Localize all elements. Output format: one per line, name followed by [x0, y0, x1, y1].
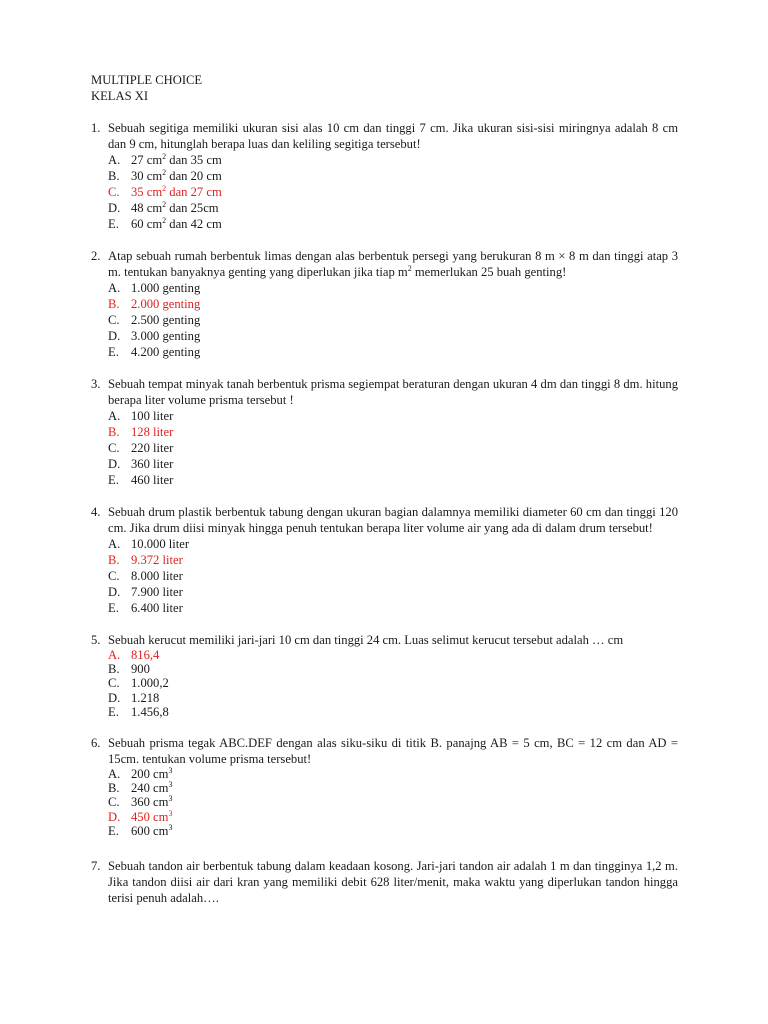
question-number: 5. — [91, 633, 101, 647]
option-letter: C. — [108, 569, 120, 583]
question-number: 6. — [91, 735, 101, 750]
option-letter: E. — [108, 473, 119, 487]
option-a-correct — [108, 648, 678, 662]
option-letter: B. — [108, 553, 120, 567]
question-text: Atap sebuah rumah berbentuk limas dengan alas berbentuk persegi yang berukuran 8 m × 8 m dan tinggi atap 3 m. tentukan banyaknya genting yang diperlukan jika tiap $m^2$ memerlukan 25 buah genting! — [108, 249, 678, 279]
answer-options — [108, 648, 678, 719]
option-e — [108, 344, 678, 360]
option-d — [108, 691, 678, 705]
question-text: Sebuah drum plastik berbentuk tabung dengan ukuran bagian dalamnya memiliki diameter 60 cm dan tinggi 120 cm. Jika drum diisi minyak hingga penuh tentukan berapa liter volume air yang ada di dalam drum tersebut! — [108, 505, 678, 535]
question-7 — [91, 854, 678, 906]
option-a — [108, 536, 678, 552]
question-1 — [91, 120, 678, 232]
option-text: 6.400 liter — [131, 601, 183, 615]
option-letter: A. — [108, 648, 121, 662]
option-c — [108, 795, 678, 809]
option-text: 35 $cm^2$ dan 27 cm — [131, 184, 222, 199]
option-text: 30 $cm^2$ dan 20 cm — [131, 168, 222, 183]
option-text: 2.000 genting — [131, 297, 201, 311]
document-header — [91, 72, 202, 104]
option-letter: A. — [108, 281, 121, 295]
question-3 — [91, 376, 678, 488]
option-text: 7.900 liter — [131, 585, 183, 599]
option-letter: B. — [108, 662, 120, 677]
option-letter: E. — [108, 345, 119, 359]
option-letter: C. — [108, 441, 120, 455]
option-text: 27 $cm^2$ dan 35 cm — [131, 152, 222, 167]
option-text: 1.000,2 — [131, 676, 169, 691]
question-5 — [91, 632, 678, 719]
answer-options — [108, 536, 678, 616]
option-letter: D. — [108, 201, 121, 215]
option-b — [108, 168, 678, 184]
option-c — [108, 676, 678, 690]
option-text: 360 $cm^3$ — [131, 794, 173, 810]
option-text: 9.372 liter — [131, 553, 183, 567]
option-letter: D. — [108, 329, 121, 343]
answer-options — [108, 152, 678, 232]
option-letter: B. — [108, 425, 120, 439]
option-e — [108, 705, 678, 719]
option-text: 8.000 liter — [131, 569, 183, 583]
option-letter: A. — [108, 537, 121, 551]
option-text: 460 liter — [131, 473, 174, 487]
question-number: 7. — [91, 858, 101, 873]
option-text: 2.500 genting — [131, 313, 201, 327]
question-number: 2. — [91, 249, 101, 263]
option-letter: A. — [108, 766, 121, 781]
option-text: 10.000 liter — [131, 537, 190, 551]
option-text: 60 $cm^2$ dan 42 cm — [131, 216, 222, 231]
option-letter: D. — [108, 809, 121, 824]
question-number: 1. — [91, 121, 101, 135]
option-a — [108, 408, 678, 424]
option-d — [108, 328, 678, 344]
option-d — [108, 456, 678, 472]
option-letter: B. — [108, 297, 120, 311]
question-number: 4. — [91, 505, 101, 519]
option-letter: B. — [108, 781, 120, 796]
option-d — [108, 584, 678, 600]
answer-options — [108, 767, 678, 838]
class-label: KELAS XI — [91, 89, 149, 103]
option-letter: C. — [108, 795, 120, 810]
option-e — [108, 600, 678, 616]
option-text: 48 $cm^2$ dan 25cm — [131, 200, 219, 215]
option-a — [108, 280, 678, 296]
question-text: Sebuah tandon air berbentuk tabung dalam keadaan kosong. Jari-jari tandon air adalah 1 m dan tingginya 1,2 m. Jika tandon diisi air dari kran yang memiliki debit 628 liter/menit, maka waktu yang diperlukan tandon hingga terisi penuh adalah…. — [108, 858, 678, 905]
question-2 — [91, 248, 678, 360]
question-text: Sebuah tempat minyak tanah berbentuk prisma segiempat beraturan dengan ukuran 4 dm dan tinggi 8 dm. hitung berapa liter volume prisma tersebut ! — [108, 377, 678, 407]
option-text: 200 $cm^3$ — [131, 765, 173, 781]
option-letter: B. — [108, 169, 120, 183]
option-b-correct — [108, 552, 678, 568]
option-text: 220 liter — [131, 441, 174, 455]
option-a — [108, 767, 678, 781]
option-text: 240 $cm^3$ — [131, 780, 173, 796]
question-number: 3. — [91, 377, 101, 391]
question-list — [91, 120, 678, 906]
option-text: 100 liter — [131, 409, 174, 423]
question-text: Sebuah prisma tegak ABC.DEF dengan alas siku-siku di titik B. panajng AB = 5 cm, BC = 12 cm dan AD = 15cm. tentukan volume prisma tersebut! — [108, 735, 678, 766]
option-b-correct — [108, 296, 678, 312]
option-text: 600 $cm^3$ — [131, 822, 173, 838]
option-text: 4.200 genting — [131, 345, 201, 359]
question-4 — [91, 504, 678, 616]
option-e — [108, 216, 678, 232]
option-letter: E. — [108, 217, 119, 231]
question-6 — [91, 735, 678, 838]
option-letter: E. — [108, 823, 119, 838]
answer-options — [108, 280, 678, 360]
option-a — [108, 152, 678, 168]
option-b-correct — [108, 424, 678, 440]
option-e — [108, 824, 678, 838]
option-text: 816,4 — [131, 648, 160, 662]
option-text: 128 liter — [131, 425, 174, 439]
option-e — [108, 472, 678, 488]
answer-options — [108, 408, 678, 488]
option-letter: C. — [108, 676, 120, 691]
option-b — [108, 781, 678, 795]
question-text: Sebuah segitiga memiliki ukuran sisi alas 10 cm dan tinggi 7 cm. Jika ukuran sisi-sisi miringnya adalah 8 cm dan 9 cm, hitunglah berapa luas dan keliling segitiga tersebut! — [108, 121, 678, 151]
option-text: 1.000 genting — [131, 281, 201, 295]
option-c-correct — [108, 184, 678, 200]
option-text: 1.456,8 — [131, 704, 169, 719]
option-letter: D. — [108, 690, 121, 705]
option-letter: D. — [108, 457, 121, 471]
option-text: 900 — [131, 662, 150, 677]
option-letter: E. — [108, 704, 119, 719]
option-c — [108, 568, 678, 584]
document-title: MULTIPLE CHOICE — [91, 73, 203, 87]
option-c — [108, 440, 678, 456]
option-text: 1.218 — [131, 690, 160, 705]
option-letter: A. — [108, 409, 121, 423]
option-d-correct — [108, 810, 678, 824]
option-b — [108, 662, 678, 676]
option-d — [108, 200, 678, 216]
option-letter: E. — [108, 601, 119, 615]
option-text: 3.000 genting — [131, 329, 201, 343]
option-letter: C. — [108, 313, 120, 327]
option-c — [108, 312, 678, 328]
option-letter: D. — [108, 585, 121, 599]
option-text: 360 liter — [131, 457, 174, 471]
question-text: Sebuah kerucut memiliki jari-jari 10 cm dan tinggi 24 cm. Luas selimut kerucut tersebut adalah … cm — [108, 633, 624, 647]
option-letter: A. — [108, 153, 121, 167]
option-text: 450 $cm^3$ — [131, 808, 173, 824]
option-letter: C. — [108, 185, 120, 199]
